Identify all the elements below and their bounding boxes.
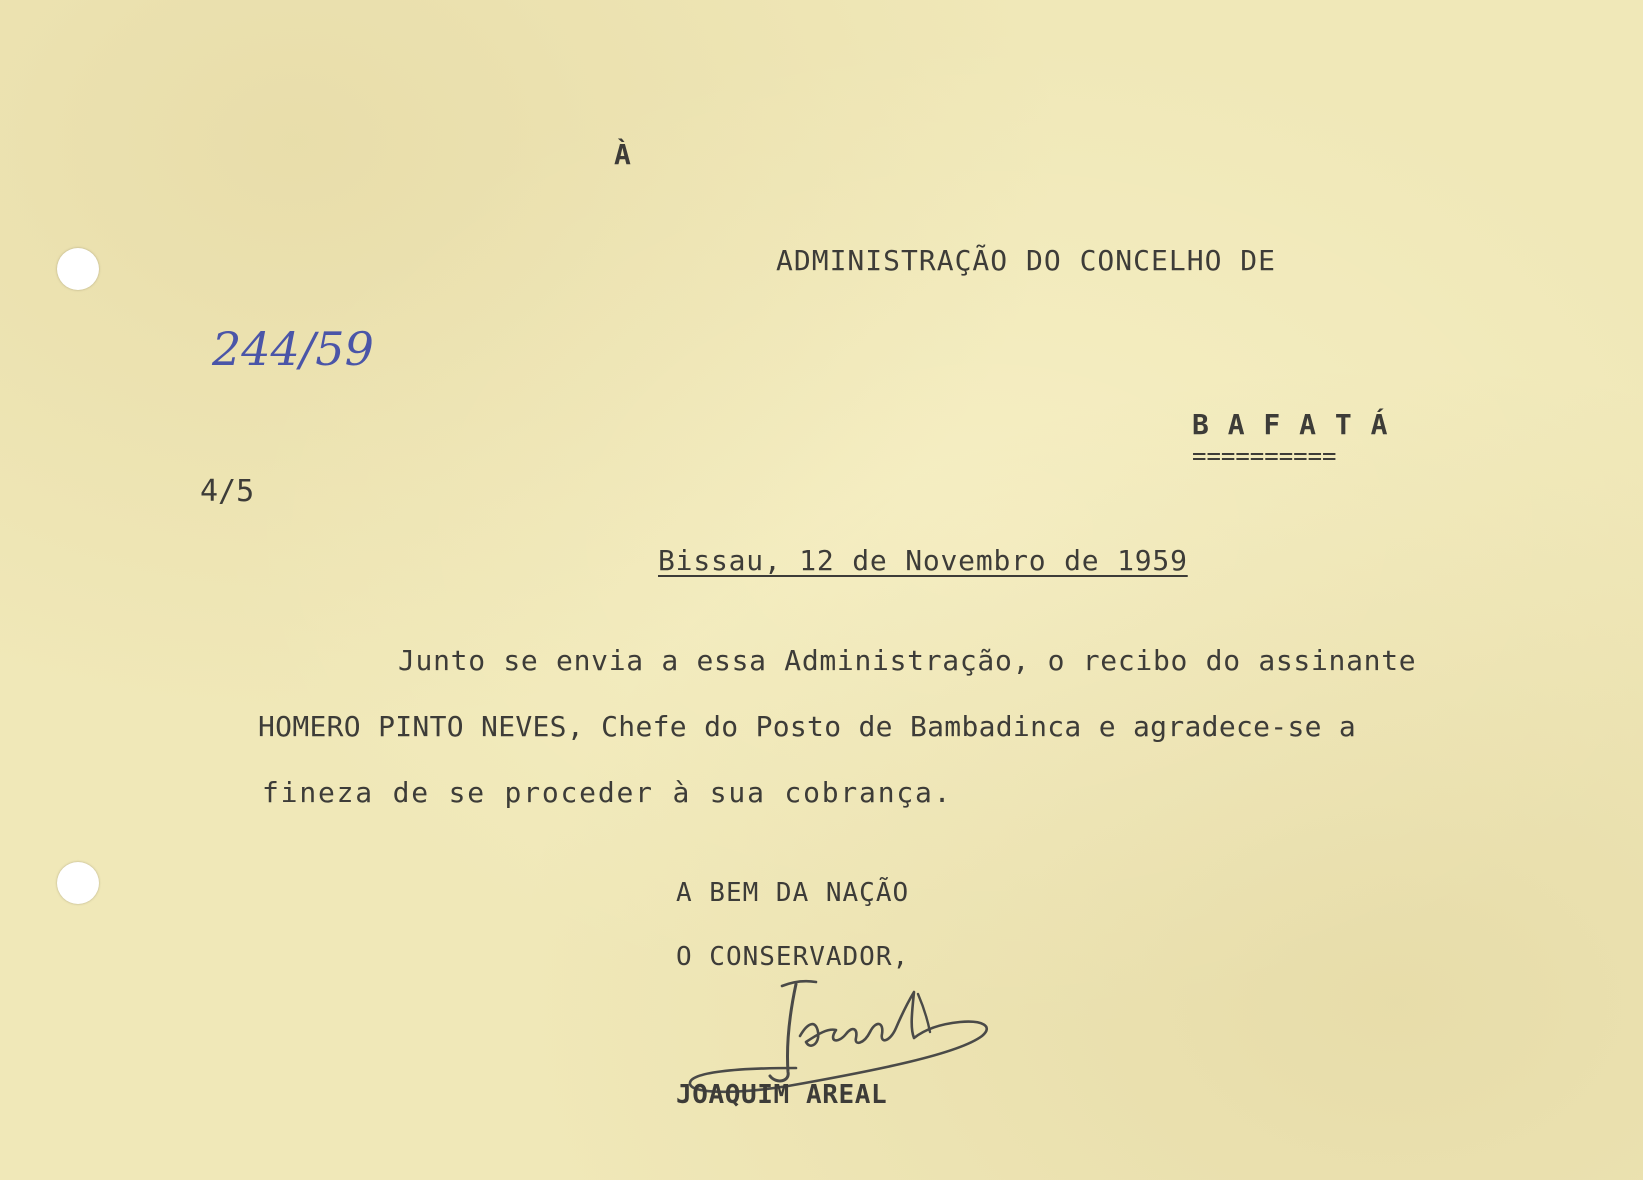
recipient-city: B A F A T Á bbox=[1192, 408, 1389, 441]
folio-number: 4/5 bbox=[200, 474, 255, 509]
recipient-underline: ========== bbox=[1192, 442, 1337, 470]
signatory-title: O CONSERVADOR, bbox=[676, 942, 910, 972]
signatory-name: JOAQUIM AREAL bbox=[676, 1080, 888, 1110]
recipient-line: ADMINISTRAÇÃO DO CONCELHO DE bbox=[776, 244, 1277, 277]
punch-hole-bottom bbox=[57, 862, 99, 904]
body-line-1: Junto se envia a essa Administração, o recibo do assinante bbox=[398, 644, 1417, 677]
salutation: À bbox=[614, 138, 633, 171]
closing-line: A BEM DA NAÇÃO bbox=[676, 878, 910, 908]
body-line-3: fineza de se proceder à sua cobrança. bbox=[262, 776, 953, 809]
date-line: Bissau, 12 de Novembro de 1959 bbox=[658, 544, 1188, 577]
punch-hole-top bbox=[57, 248, 99, 290]
body-line-2: HOMERO PINTO NEVES, Chefe do Posto de Bambadinca e agradece-se a bbox=[258, 710, 1357, 743]
handwritten-reference: 244/59 bbox=[212, 322, 374, 376]
